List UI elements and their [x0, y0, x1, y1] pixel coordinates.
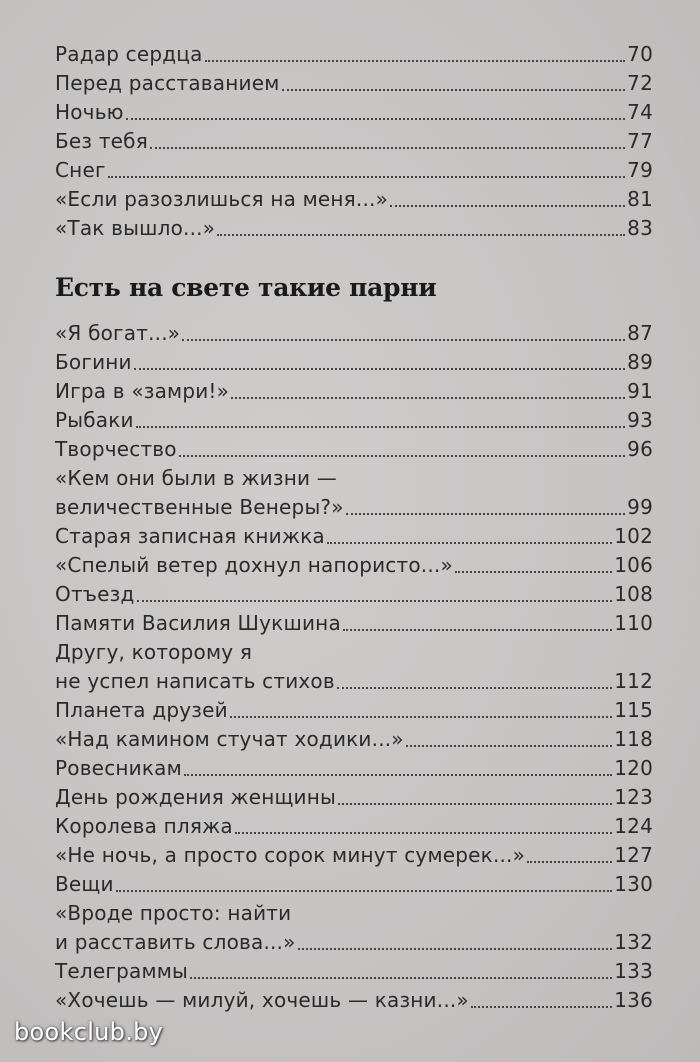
- toc-entry-page: 115: [614, 698, 653, 722]
- dot-leader: [337, 687, 612, 689]
- dot-leader: [136, 426, 625, 428]
- toc-entry-title-line1: Другу, которому я: [55, 640, 253, 664]
- toc-entry-page: 89: [627, 350, 653, 374]
- toc-entry-page: 91: [627, 379, 653, 403]
- toc-entry-title: Ночью: [55, 100, 124, 124]
- dot-leader: [134, 368, 625, 370]
- toc-entry-page: 81: [627, 187, 653, 211]
- dot-leader: [230, 716, 612, 718]
- dot-leader: [182, 339, 625, 341]
- toc-entry-page: 133: [614, 959, 653, 983]
- toc-entry-title: Планета друзей: [55, 698, 228, 722]
- dot-leader: [108, 176, 625, 178]
- dot-leader: [282, 89, 626, 91]
- toc-entry-title: Перед расставанием: [55, 71, 280, 95]
- toc-entry-title: Радар сердца: [55, 42, 203, 66]
- toc-entry-title: Телеграммы: [55, 959, 189, 983]
- toc-entry-title-line1: «Кем они были в жизни —: [55, 466, 337, 490]
- toc-entry-page: 102: [614, 524, 653, 548]
- dot-leader: [298, 948, 613, 950]
- dot-leader: [179, 455, 625, 457]
- toc-entry: [55, 783, 653, 812]
- toc-entry-title: Рыбаки: [55, 408, 134, 432]
- toc-entry-title: Игра в «замри!»: [55, 379, 230, 403]
- toc-entry: [55, 406, 653, 435]
- toc-entry-title: Богини: [55, 350, 132, 374]
- toc-entry: [55, 957, 653, 986]
- dot-leader: [471, 1006, 612, 1008]
- toc-entry-page: 136: [614, 988, 653, 1012]
- dot-leader: [455, 571, 612, 573]
- toc-entry-page: 112: [614, 669, 653, 693]
- toc-entry-page: 77: [627, 129, 653, 153]
- toc-entry-multiline: [55, 638, 653, 696]
- toc-entry-page: 118: [614, 727, 653, 751]
- toc-entry-title: Ровесникам: [55, 756, 182, 780]
- dot-leader: [346, 513, 625, 515]
- toc-entry-title: «Хочешь — милуй, хочешь — казни...»: [55, 988, 469, 1012]
- toc-entry: [55, 986, 653, 1015]
- toc-entry: [55, 435, 653, 464]
- dot-leader: [527, 861, 612, 863]
- toc-entry: [55, 928, 653, 957]
- toc-entry: [55, 725, 653, 754]
- toc-entry-title: Творчество: [55, 437, 177, 461]
- toc-entry: [55, 214, 653, 243]
- toc-entry-page: 70: [627, 42, 653, 66]
- toc-entry-page: 93: [627, 408, 653, 432]
- toc-entry: [55, 127, 653, 156]
- toc-entry: [55, 185, 653, 214]
- toc-entry-title: не успел написать стихов: [55, 669, 335, 693]
- toc-entry: [55, 841, 653, 870]
- dot-leader: [406, 745, 612, 747]
- toc-entry: [55, 870, 653, 899]
- toc-entry: [55, 696, 653, 725]
- toc-entry: [55, 98, 653, 127]
- dot-leader: [184, 774, 612, 776]
- toc-entry-page: 127: [614, 843, 653, 867]
- toc-entry-page: 120: [614, 756, 653, 780]
- section-heading: Есть на свете такие парни: [55, 273, 437, 302]
- dot-leader: [190, 977, 612, 979]
- toc-entry: [55, 377, 653, 406]
- toc-entry-page: 87: [627, 321, 653, 345]
- toc-entry-multiline: [55, 899, 653, 957]
- toc-entry-page: 74: [627, 100, 653, 124]
- table-of-contents: [55, 40, 653, 1015]
- toc-entry-title: «Если разозлишься на меня...»: [55, 187, 389, 211]
- toc-entry-page: 106: [614, 553, 653, 577]
- toc-entry-page: 124: [614, 814, 653, 838]
- toc-entry-page: 99: [627, 495, 653, 519]
- toc-entry-title: «Так вышло...»: [55, 216, 216, 240]
- toc-entry-page: 123: [614, 785, 653, 809]
- toc-entry-title: величественные Венеры?»: [55, 495, 344, 519]
- toc-entry-title: и расставить слова...»: [55, 930, 296, 954]
- toc-entry-title: «Не ночь, а просто сорок минут сумерек...»: [55, 843, 526, 867]
- site-watermark: bookclub.by: [14, 1018, 164, 1046]
- toc-entry-multiline: [55, 464, 653, 522]
- toc-entry: [55, 551, 653, 580]
- dot-leader: [343, 629, 612, 631]
- toc-entry-page: 130: [614, 872, 653, 896]
- toc-entry-page: 108: [614, 582, 653, 606]
- toc-entry-page: 96: [627, 437, 653, 461]
- toc-entry-title: «Над камином стучат ходики...»: [55, 727, 404, 751]
- dot-leader: [235, 832, 612, 834]
- toc-entry: [55, 609, 653, 638]
- toc-entry-page: 83: [627, 216, 653, 240]
- dot-leader: [126, 118, 625, 120]
- dot-leader: [338, 803, 612, 805]
- dot-leader: [390, 205, 625, 207]
- toc-entry-title: Королева пляжа: [55, 814, 233, 838]
- dot-leader: [116, 890, 613, 892]
- toc-entry-title: Без тебя: [55, 129, 148, 153]
- toc-entry: [55, 580, 653, 609]
- toc-entry: [55, 667, 653, 696]
- toc-entry: [55, 156, 653, 185]
- toc-entry: [55, 754, 653, 783]
- dot-leader: [205, 60, 626, 62]
- toc-entry-title: Снег: [55, 158, 106, 182]
- toc-entry-title: «Я богат...»: [55, 321, 181, 345]
- toc-entry: [55, 348, 653, 377]
- dot-leader: [150, 147, 625, 149]
- toc-entry-title: Памяти Василия Шукшина: [55, 611, 341, 635]
- dot-leader: [217, 234, 625, 236]
- toc-entry-title-line1: «Вроде просто: найти: [55, 901, 292, 925]
- toc-entry-title: Старая записная книжка: [55, 524, 325, 548]
- toc-entry-page: 132: [614, 930, 653, 954]
- dot-leader: [327, 542, 612, 544]
- dot-leader: [231, 397, 625, 399]
- toc-entry: [55, 493, 653, 522]
- toc-entry-title: Отъезд: [55, 582, 135, 606]
- toc-entry-page: 72: [627, 71, 653, 95]
- toc-entry: [55, 812, 653, 841]
- toc-entry: [55, 522, 653, 551]
- dot-leader: [137, 600, 613, 602]
- toc-entry-page: 79: [627, 158, 653, 182]
- toc-entry-title: День рождения женщины: [55, 785, 336, 809]
- toc-entry: [55, 40, 653, 69]
- toc-entry: [55, 319, 653, 348]
- toc-entry-title: «Спелый ветер дохнул напористо...»: [55, 553, 453, 577]
- toc-entry-title: Вещи: [55, 872, 114, 896]
- toc-entry: [55, 69, 653, 98]
- toc-entry-page: 110: [614, 611, 653, 635]
